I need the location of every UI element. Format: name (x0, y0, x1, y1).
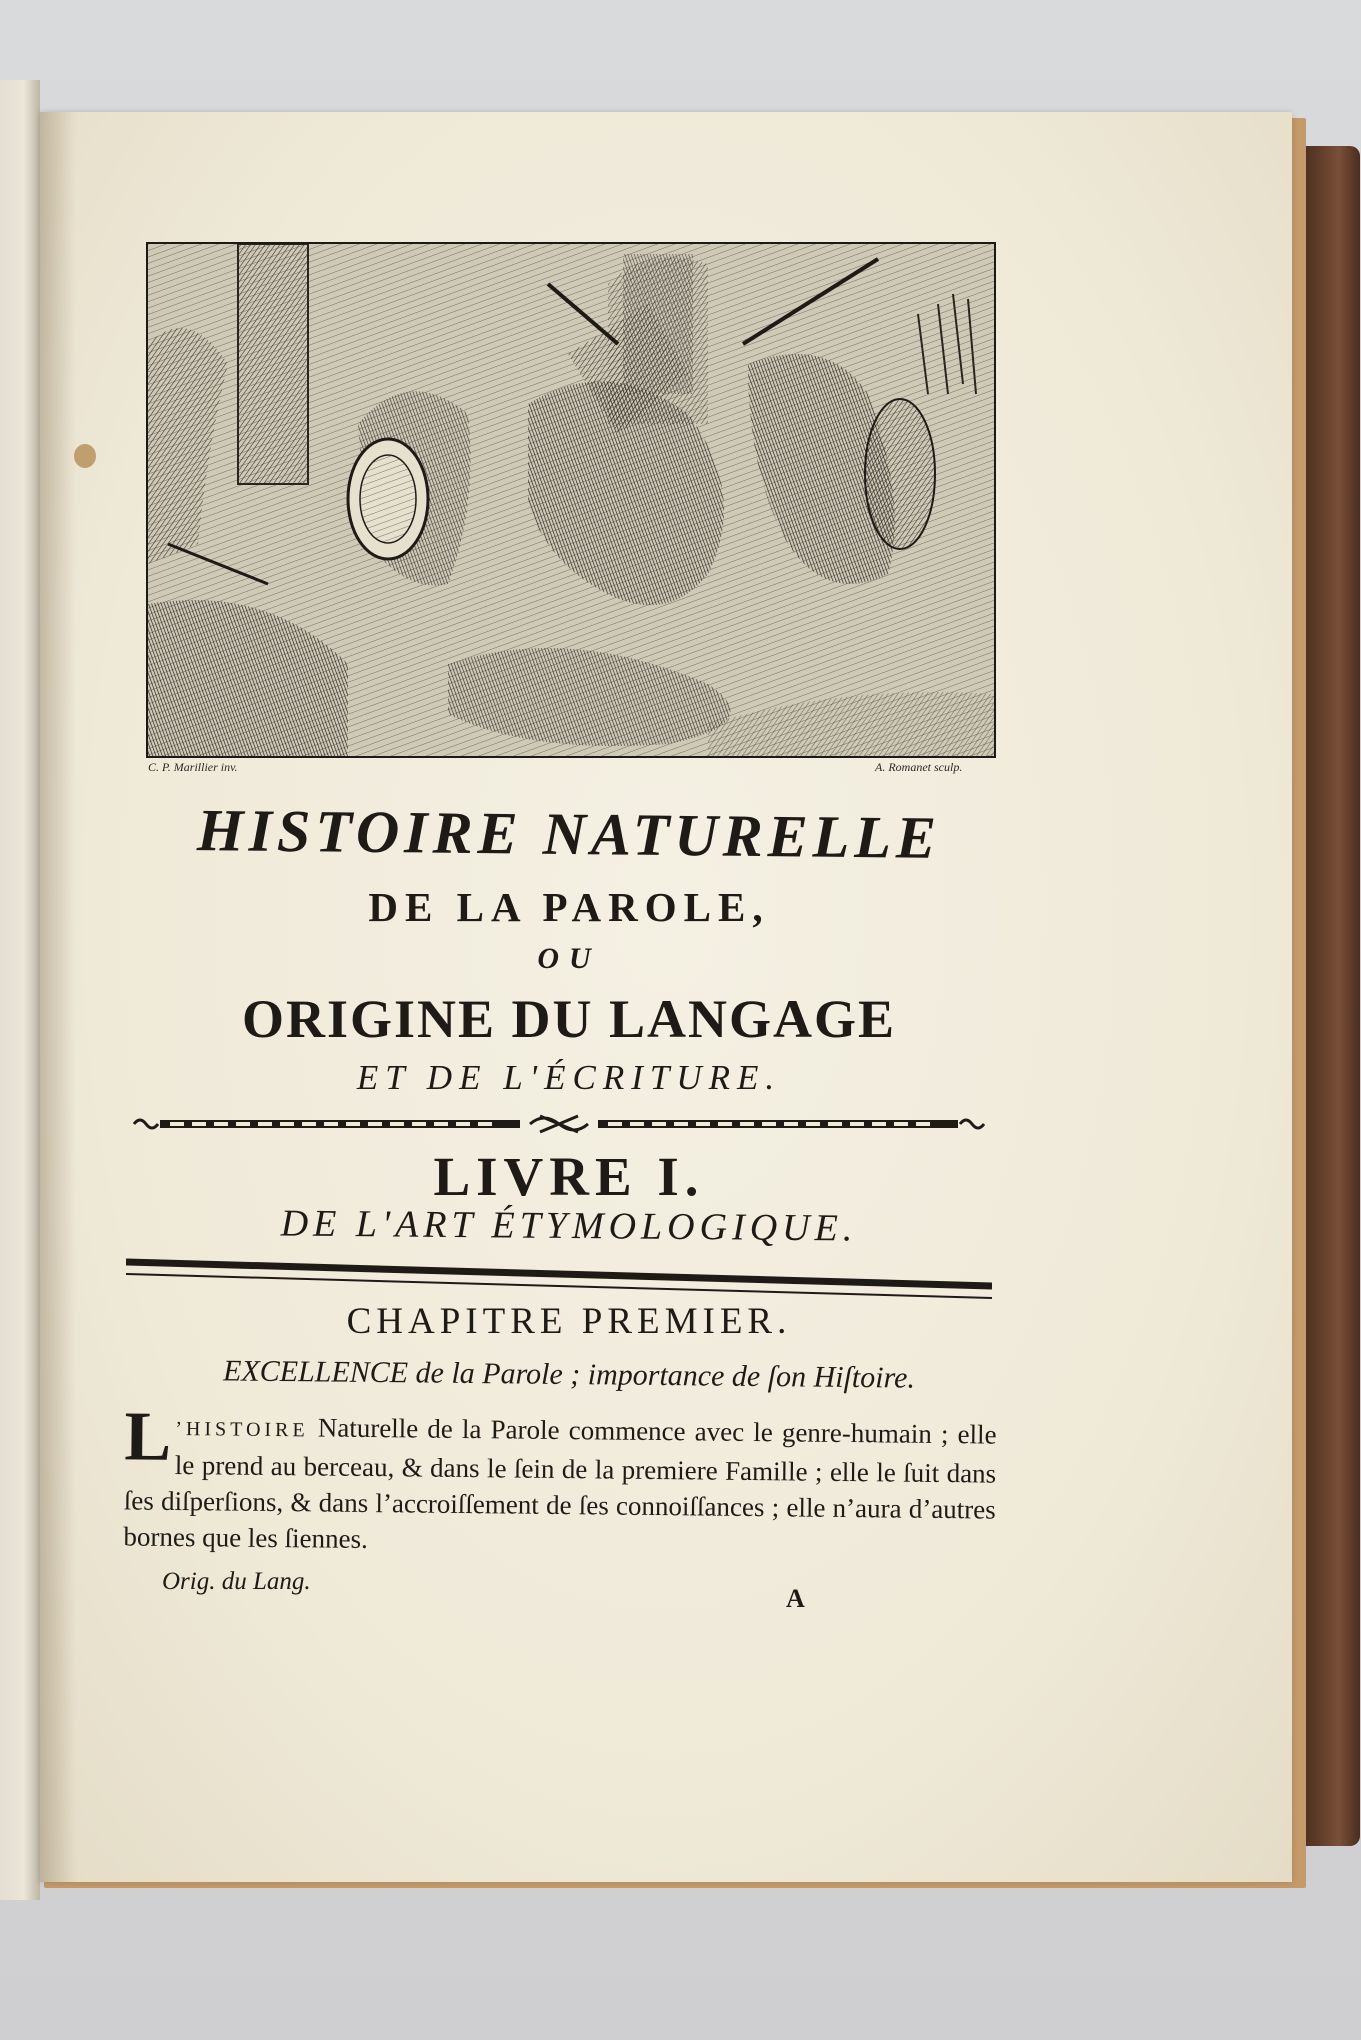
chapter-summary: EXCELLENCE de la Parole ; importance de ſon Hiſtoire. (222, 1354, 916, 1395)
engraving-credit-engraver: A. Romanet sculp. (875, 760, 963, 774)
title-line-5: ET DE L'ÉCRITURE. (356, 1058, 782, 1097)
title-line-2: DE LA PAROLE, (368, 884, 770, 930)
book-subtitle: DE L'ART ÉTYMOLOGIQUE. (280, 1202, 858, 1250)
chapter-heading: CHAPITRE PREMIER. (346, 1301, 792, 1342)
book-label: LIVRE I. (433, 1146, 705, 1207)
engraving-credit-designer: C. P. Marillier inv. (148, 760, 238, 774)
title-line-1: HISTOIRE NATURELLE (196, 797, 942, 871)
drop-capital: L (124, 1398, 172, 1476)
engraving-illustration (146, 242, 996, 758)
page-gutter-shadow (40, 112, 76, 1882)
paragraph-text: Naturelle de la Parole commence avec le genre-humain ; elle le prend au berceau, & dans le ſein de la premiere Famille ; elle le ſuit dans ſes diſperſions, & dans l’accroiſſement de ſes connoiſſances ; elle n’aura d’autres bornes que les ſiennes. (123, 1412, 997, 1554)
foxing-spot (74, 444, 96, 468)
title-line-3: OU (537, 942, 601, 975)
running-title: Orig. du Lang. (162, 1568, 311, 1595)
title-line-4: ORIGINE DU LANGAGE (241, 989, 897, 1049)
paragraph-lead-word: ’HISTOIRE (175, 1417, 309, 1442)
signature-mark: A (786, 1584, 805, 1613)
left-page-edge (0, 80, 40, 1900)
opening-paragraph (123, 1398, 997, 1563)
ornamental-divider (130, 1112, 988, 1136)
